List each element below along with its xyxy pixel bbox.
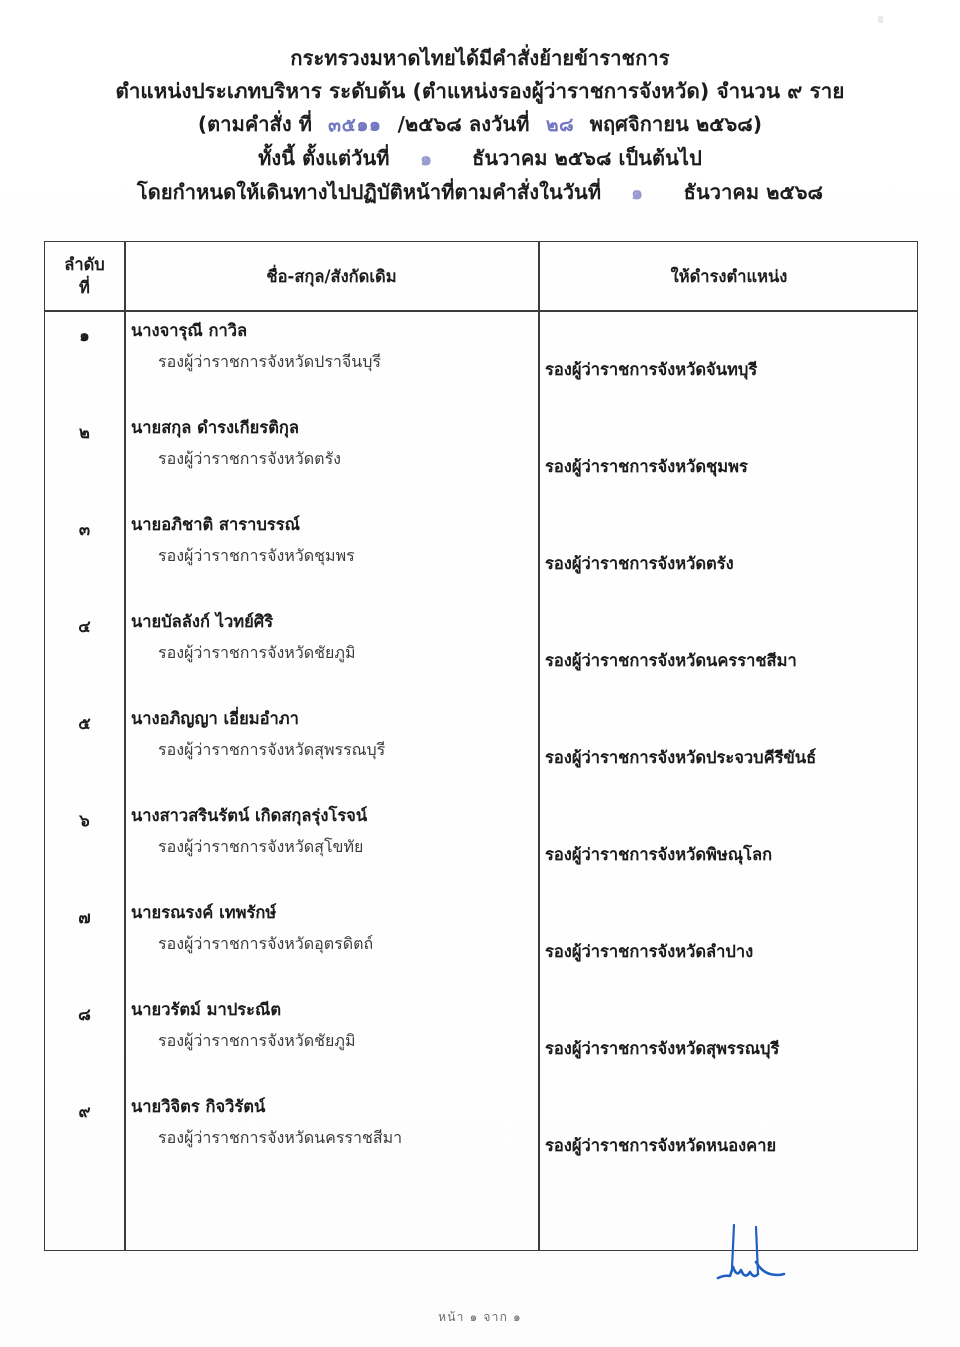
table-header-no-line1: ลำดับ — [64, 255, 105, 274]
table-cell-name — [131, 998, 531, 1053]
person-name: นายวรัตม์ มาประณีต — [131, 1000, 282, 1019]
origin-position: รองผู้ว่าราชการจังหวัดนครราชสีมา — [158, 1128, 403, 1147]
table-row — [45, 796, 917, 893]
table-cell-no: ๗ — [78, 908, 91, 927]
table-cell-no: ๖ — [79, 811, 90, 830]
table-cell-no: ๔ — [78, 617, 91, 636]
table-cell-name — [131, 1095, 531, 1150]
effective-suffix-label: ธันวาคม ๒๕๖๘ เป็นต้นไป — [472, 146, 702, 170]
header-line-effective-date — [0, 142, 960, 176]
table-header-name — [125, 242, 538, 310]
travel-suffix-label: ธันวาคม ๒๕๖๘ — [683, 180, 824, 204]
table-cell-no: ๕ — [78, 714, 91, 733]
scan-artifact-speck — [878, 16, 883, 23]
header-line-position-count — [0, 75, 960, 108]
table-row — [45, 1087, 917, 1184]
table-cell-new-position: รองผู้ว่าราชการจังหวัดสุพรรณบุรี — [545, 1039, 780, 1058]
table-cell-new-position: รองผู้ว่าราชการจังหวัดประจวบคีรีขันธ์ — [545, 748, 817, 767]
person-name: นางจารุณี กาวิล — [131, 321, 248, 340]
table-cell-new-position: รองผู้ว่าราชการจังหวัดพิษณุโลก — [545, 845, 773, 864]
header-line-1-text: กระทรวงมหาดไทยได้มีคำสั่งย้ายข้าราชการ — [290, 46, 670, 70]
table-cell-new-position: รองผู้ว่าราชการจังหวัดจันทบุรี — [545, 360, 758, 379]
origin-position: รองผู้ว่าราชการจังหวัดชัยภูมิ — [158, 643, 356, 662]
table-cell-name — [131, 901, 531, 956]
page-footer-label: หน้า ๑ จาก ๑ — [438, 1310, 522, 1324]
travel-prefix-label: โดยกำหนดให้เดินทางไปปฏิบัติหน้าที่ตามคำสั่งในวันที่ — [136, 180, 602, 204]
table-cell-new-position: รองผู้ว่าราชการจังหวัดตรัง — [545, 554, 734, 573]
person-name: นางสาวสรินรัตน์ เกิดสกุลรุ่งโรจน์ — [131, 806, 368, 825]
origin-position: รองผู้ว่าราชการจังหวัดสุพรรณบุรี — [158, 740, 386, 759]
person-name: นายวิจิตร กิจวิรัตน์ — [131, 1097, 266, 1116]
order-suffix-label: พฤศจิกายน ๒๕๖๘) — [589, 112, 763, 136]
table-row — [45, 408, 917, 505]
table-cell-new-position: รองผู้ว่าราชการจังหวัดนครราชสีมา — [545, 651, 797, 670]
table-cell-no: ๑ — [79, 326, 90, 345]
table-body — [45, 311, 917, 1250]
document-header — [0, 42, 960, 210]
person-name: นายรณรงค์ เทพรักษ์ — [131, 903, 277, 922]
origin-position: รองผู้ว่าราชการจังหวัดสุโขทัย — [158, 837, 364, 856]
table-cell-no: ๓ — [78, 520, 91, 539]
table-row — [45, 893, 917, 990]
header-line-travel-date — [0, 176, 960, 210]
table-cell-new-position: รองผู้ว่าราชการจังหวัดชุมพร — [545, 457, 748, 476]
order-prefix-label: (ตามคำสั่ง ที่ — [197, 112, 313, 136]
table-cell-new-position: รองผู้ว่าราชการจังหวัดลำปาง — [545, 942, 754, 961]
origin-position: รองผู้ว่าราชการจังหวัดชัยภูมิ — [158, 1031, 356, 1050]
table-cell-no: ๙ — [78, 1102, 91, 1121]
origin-position: รองผู้ว่าราชการจังหวัดปราจีนบุรี — [158, 352, 381, 371]
order-day-stamp: ๒๘ — [545, 113, 574, 137]
table-row — [45, 505, 917, 602]
table-cell-name — [131, 416, 531, 471]
effective-prefix-label: ทั้งนี้ ตั้งแต่วันที่ — [258, 146, 390, 170]
table-cell-no: ๘ — [78, 1005, 91, 1024]
person-name: นางอภิญญา เอี่ยมอำภา — [131, 709, 299, 728]
order-number-stamp: ๓๕๑๑ — [327, 113, 382, 137]
person-name: นายบัลลังก์ ไวทย์ศิริ — [131, 612, 274, 631]
table-cell-name — [131, 513, 531, 568]
person-name: นายอภิชาติ สาราบรรณ์ — [131, 515, 300, 534]
origin-position: รองผู้ว่าราชการจังหวัดอุตรดิตถ์ — [158, 934, 374, 953]
origin-position: รองผู้ว่าราชการจังหวัดตรัง — [158, 449, 341, 468]
table-row — [45, 311, 917, 408]
effective-day-stamp: ๑ — [419, 147, 433, 171]
header-line-order-reference — [0, 108, 960, 142]
table-cell-new-position: รองผู้ว่าราชการจังหวัดหนองคาย — [545, 1136, 777, 1155]
header-line-2-text: ตำแหน่งประเภทบริหาร ระดับต้น (ตำแหน่งรองผู้ว่าราชการจังหวัด) จำนวน ๙ ราย — [115, 79, 845, 103]
table-row — [45, 602, 917, 699]
table-header-no-line2: ที่ — [79, 278, 90, 297]
table-cell-no: ๒ — [79, 423, 90, 442]
table-row — [45, 990, 917, 1087]
table-cell-name — [131, 319, 531, 374]
table-header-name-label: ชื่อ-สกุล/สังกัดเดิม — [266, 266, 397, 286]
person-name: นายสกุล ดำรงเกียรติกุล — [131, 418, 300, 437]
table-cell-name — [131, 804, 531, 859]
table-header-position-label: ให้ดำรงตำแหน่ง — [670, 266, 788, 286]
table-row — [45, 699, 917, 796]
header-line-ministry — [0, 42, 960, 75]
order-mid-label: /๒๕๖๘ ลงวันที่ — [397, 112, 530, 136]
table-header-no — [45, 242, 124, 310]
table-cell-name — [131, 707, 531, 762]
page-footer — [0, 1308, 960, 1327]
transfer-list-table — [44, 241, 918, 1251]
table-header-position — [539, 242, 919, 310]
table-cell-name — [131, 610, 531, 665]
travel-day-stamp: ๑ — [630, 181, 644, 205]
origin-position: รองผู้ว่าราชการจังหวัดชุมพร — [158, 546, 355, 565]
